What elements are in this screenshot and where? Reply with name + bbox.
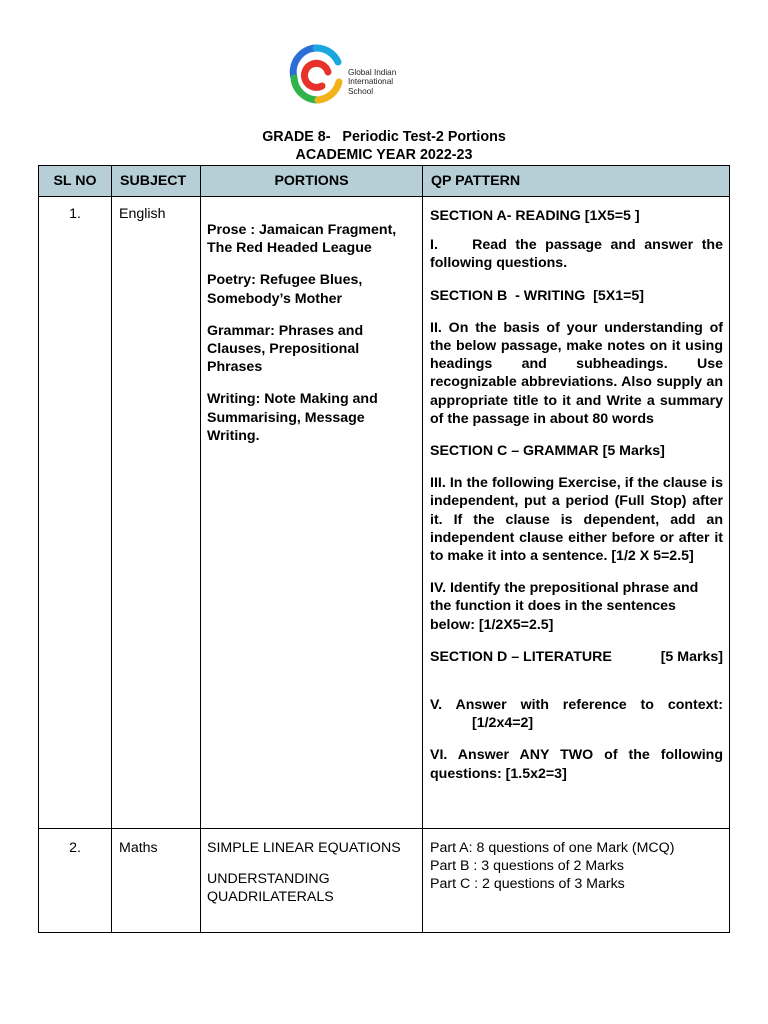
qp-item: Part B : 3 questions of 2 Marks [430, 858, 624, 875]
academic-year: ACADEMIC YEAR 2022-23 [295, 147, 473, 163]
section-heading: SECTION B - WRITING [5X1=5] [430, 287, 645, 304]
subject-cell: English [112, 197, 201, 829]
subject-cell: Maths [112, 829, 201, 933]
header-portions: PORTIONS [201, 166, 423, 197]
portions-cell [201, 829, 423, 933]
portion-item: Prose : Jamaican Fragment, The Red Headed League [207, 222, 397, 257]
header-subject: SUBJECT [112, 166, 201, 197]
qp-item: VI. Answer ANY TWO of the following questions: [1.5x2=3] [430, 747, 723, 782]
qp-item-text: V. Answer with reference to context: [430, 697, 723, 714]
sl-cell: 2. [39, 829, 112, 933]
logo-swirl-icon [286, 42, 346, 106]
section-d-label: SECTION D – LITERATURE [430, 648, 612, 665]
logo-text: Global Indian International School [348, 68, 397, 96]
portion-item: Grammar: Phrases and Clauses, Prepositional Phrases [207, 322, 364, 376]
portion-item: UNDERSTANDING QUADRILATERALS [207, 871, 334, 906]
section-heading: SECTION C – GRAMMAR [5 Marks] [430, 443, 665, 460]
qp-item: III. In the following Exercise, if the clause is independent, put a period (Full Stop) after it. If the clause is dependent, add an independent clause either before or after it to make it into a sentence. [1/2 X 5=2.5] [430, 475, 723, 565]
header-qp-pattern: QP PATTERN [423, 166, 730, 197]
qp-item: I. Read the passage and answer the following questions. [430, 237, 727, 272]
table-row [39, 829, 730, 933]
portion-item: Writing: Note Making and Summarising, Message Writing. [207, 391, 378, 444]
school-logo [286, 42, 416, 106]
qp-item: II. On the basis of your understanding of the below passage, make notes on it using headings and subheadings. Use recognizable abbreviations. Also supply an appropriate title to it and Write a summary of the passage in about 80 words [430, 319, 723, 427]
document-title: GRADE 8- Periodic Test-2 Portions [262, 129, 506, 145]
table-header-row [39, 166, 730, 197]
section-heading [430, 648, 723, 666]
qp-item: Part A: 8 questions of one Mark (MCQ) [430, 840, 675, 856]
qp-item: Part C : 2 questions of 3 Marks [430, 876, 625, 893]
qp-pattern-cell [423, 197, 730, 829]
section-d-marks: [5 Marks] [660, 648, 723, 665]
qp-item [430, 696, 723, 732]
portions-table [38, 165, 730, 933]
portion-item: Poetry: Refugee Blues, Somebody’s Mother [207, 272, 363, 307]
portions-cell [201, 197, 423, 829]
qp-pattern-cell [423, 829, 730, 933]
qp-item: IV. Identify the prepositional phrase and the function it does in the sentences below: [1/2X5=2.5] [430, 580, 699, 633]
table-row [39, 197, 730, 829]
portion-item: SIMPLE LINEAR EQUATIONS [207, 840, 401, 856]
qp-item-marks: [1/2x4=2] [472, 715, 534, 732]
header-sl-no: SL NO [39, 166, 112, 197]
section-heading: SECTION A- READING [1X5=5 ] [430, 208, 640, 224]
sl-cell: 1. [39, 197, 112, 829]
